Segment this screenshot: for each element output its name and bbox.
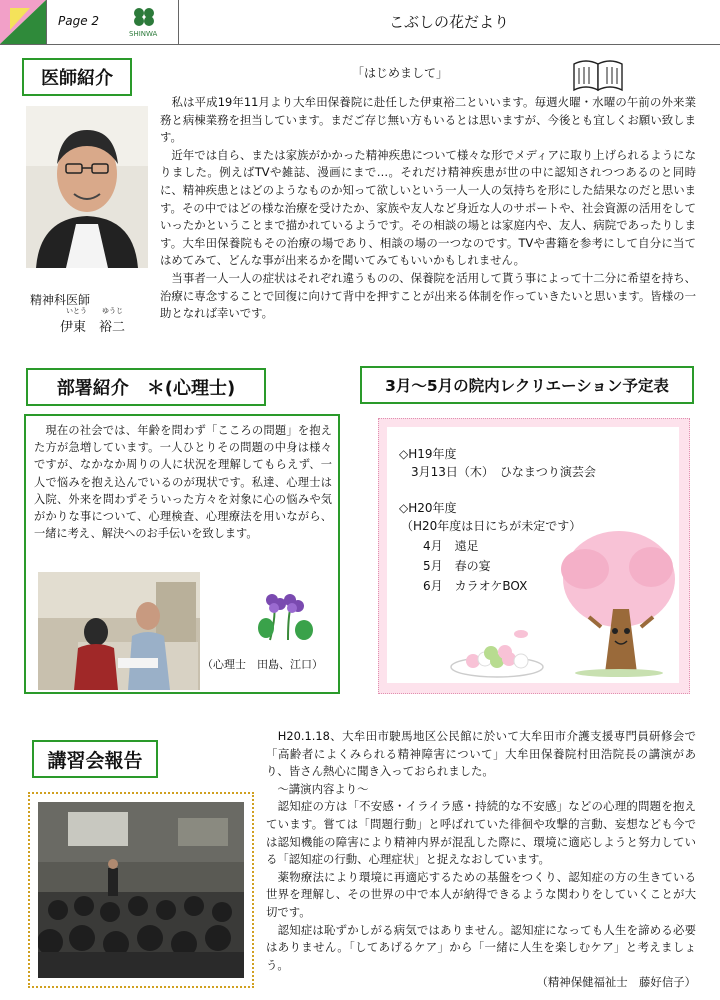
department-text: 現在の社会では、年齢を問わず「こころの問題」を抱えた方が急増しています。一人ひとりその問題の中身は様々ですが、なかなか周りの人に状況を理解してもらえず、一人で悩みを抱え込んでいるのが現状です。私達、心理士は入院、外来を問わずそういった方々を対象に心の悩みや気がかりな事について、心理検査、心理療法を用いながら、一緒に考え、解決へのお手伝いを致します。	[34, 424, 332, 541]
department-caption: （心理士 田島、江口）	[202, 658, 323, 671]
department-box	[24, 414, 340, 694]
lecture-section-title: 講習会報告	[32, 740, 158, 778]
header-bar	[0, 0, 720, 45]
name-ruby-family: いとう	[66, 307, 87, 315]
counseling-photo	[38, 572, 200, 690]
rec-line-6: 5月 春の宴	[399, 559, 491, 573]
newsletter-title: こぶしの花だより	[388, 13, 509, 31]
logo-text: SHINWA	[129, 30, 158, 38]
lecture-text-block	[266, 728, 696, 992]
violet-flower-icon	[258, 586, 318, 642]
lecture-intro: H20.1.18、大牟田市駛馬地区公民館に於いて大牟田市介護支援専門員研修会で「高齢者によくみられる精神障害について」大牟田保養院村田浩院長の講演があり、皆さん熱心に聞き入っておられました。	[266, 729, 696, 779]
cherry-tree-icon	[555, 527, 677, 677]
lecture-paragraph-2: 薬物療法により環境に再適応するための基盤をつくり、認知症の方の生きている世界を理解し、その世界の中で本人が納得できるような関わりをしていくことが大切です。	[266, 869, 696, 919]
rec-line-4: （H20年度は日にちが未定です）	[401, 519, 582, 533]
doctor-paragraph-3: 当事者一人一人の症状はそれぞれ違うものの、保養院を活用して貰う事によって十二分に希望を持ち、治療に専念することで回復に向けて背中を押すことが出来る体制を作っていきたいと思います。皆様の一助となれば幸いです。	[160, 270, 696, 321]
lecture-subtitle: ～講演内容より～	[266, 781, 369, 796]
doctor-paragraph-2: 近年では自ら、または家族がかかった精神疾患について様々な形でメディアに取り上げられるようになりました。例えばTVや雑誌、漫画にまで…。それだけ精神疾患が世の中に認知されつつあるのと同時に、精神疾患とはどのようなものか知って欲しいという一人一人の気持ちを形にした結果なのだと思います。その中ではどの様な治療を受けたか、家族や友人など身近な人のサポートや、社会資源の活用をしていったかということまで描かれているようです。その相談の場とは家庭内や、友人、病院であったりします。大牟田保養院もその治療の場であり、相談の場の一つなのです。TVや書籍を参考にして自分に当てはめてみて、どんな事が出来るかを聞いてみてもいいかもしれません。	[160, 147, 696, 268]
rec-line-7: 6月 カラオケBOX	[399, 579, 528, 593]
lecture-photo	[38, 802, 244, 978]
rec-line-5: 4月 遠足	[399, 539, 479, 553]
petal-icon	[511, 627, 531, 641]
open-book-icon	[570, 54, 626, 94]
dango-plate-icon	[447, 639, 547, 679]
name-ruby-given: ゆうじ	[102, 307, 123, 315]
greeting-title: 「はじめまして」	[351, 66, 448, 80]
recreation-frame	[378, 418, 690, 694]
doctor-photo	[26, 106, 148, 268]
lecture-paragraph-3: 認知症は恥ずかしがる病気ではありません。認知症になっても人生を諦める必要はありません。「してあげるケア」から「一緒に人生を楽しむケア」と考えましょう。	[266, 922, 696, 972]
rec-line-1: ◇H19年度	[399, 447, 457, 461]
lecture-photo-frame	[28, 792, 254, 988]
doctor-text-block	[160, 94, 696, 323]
lecture-author: （精神保健福祉士 藤好信子）	[536, 975, 696, 990]
header-divider-1	[46, 0, 47, 44]
rec-line-3: ◇H20年度	[399, 501, 457, 515]
recreation-inner	[387, 427, 679, 683]
page-label: Page 2	[58, 14, 100, 28]
recreation-section-title: 3月～5月の院内レクリエーション予定表	[360, 366, 694, 404]
doctor-paragraph-1: 私は平成19年11月より大牟田保養院に赴任した伊東裕二といいます。毎週火曜・水曜の午前の外来業務と病棟業務を担当しています。まだご存じ無い方もいるとは思いますが、今後とも宜しくお願い致します。	[160, 95, 696, 145]
doctor-section-title: 医師紹介	[22, 58, 132, 96]
doctor-name: 伊東 裕二	[60, 320, 126, 335]
corner-triangle-icon	[0, 0, 46, 44]
lecture-paragraph-1: 認知症の方は「不安感・イライラ感・持続的な不安感」などの心理的問題を抱えています。嘗ては「問題行動」と呼ばれていた徘徊や攻撃的言動、妄想なども今では認知機能の障害により精神内界が混乱した際に、環境に適応しようと努力している「認知症の行動、心理症状」と捉えなおしています。	[266, 799, 696, 867]
rec-line-2: 3月13日（木） ひなまつり演芸会	[399, 465, 596, 479]
doctor-role: 精神科医師	[30, 293, 91, 307]
clover-logo-icon	[128, 5, 160, 27]
department-section-title: 部署紹介 ＊(心理士)	[26, 368, 266, 406]
